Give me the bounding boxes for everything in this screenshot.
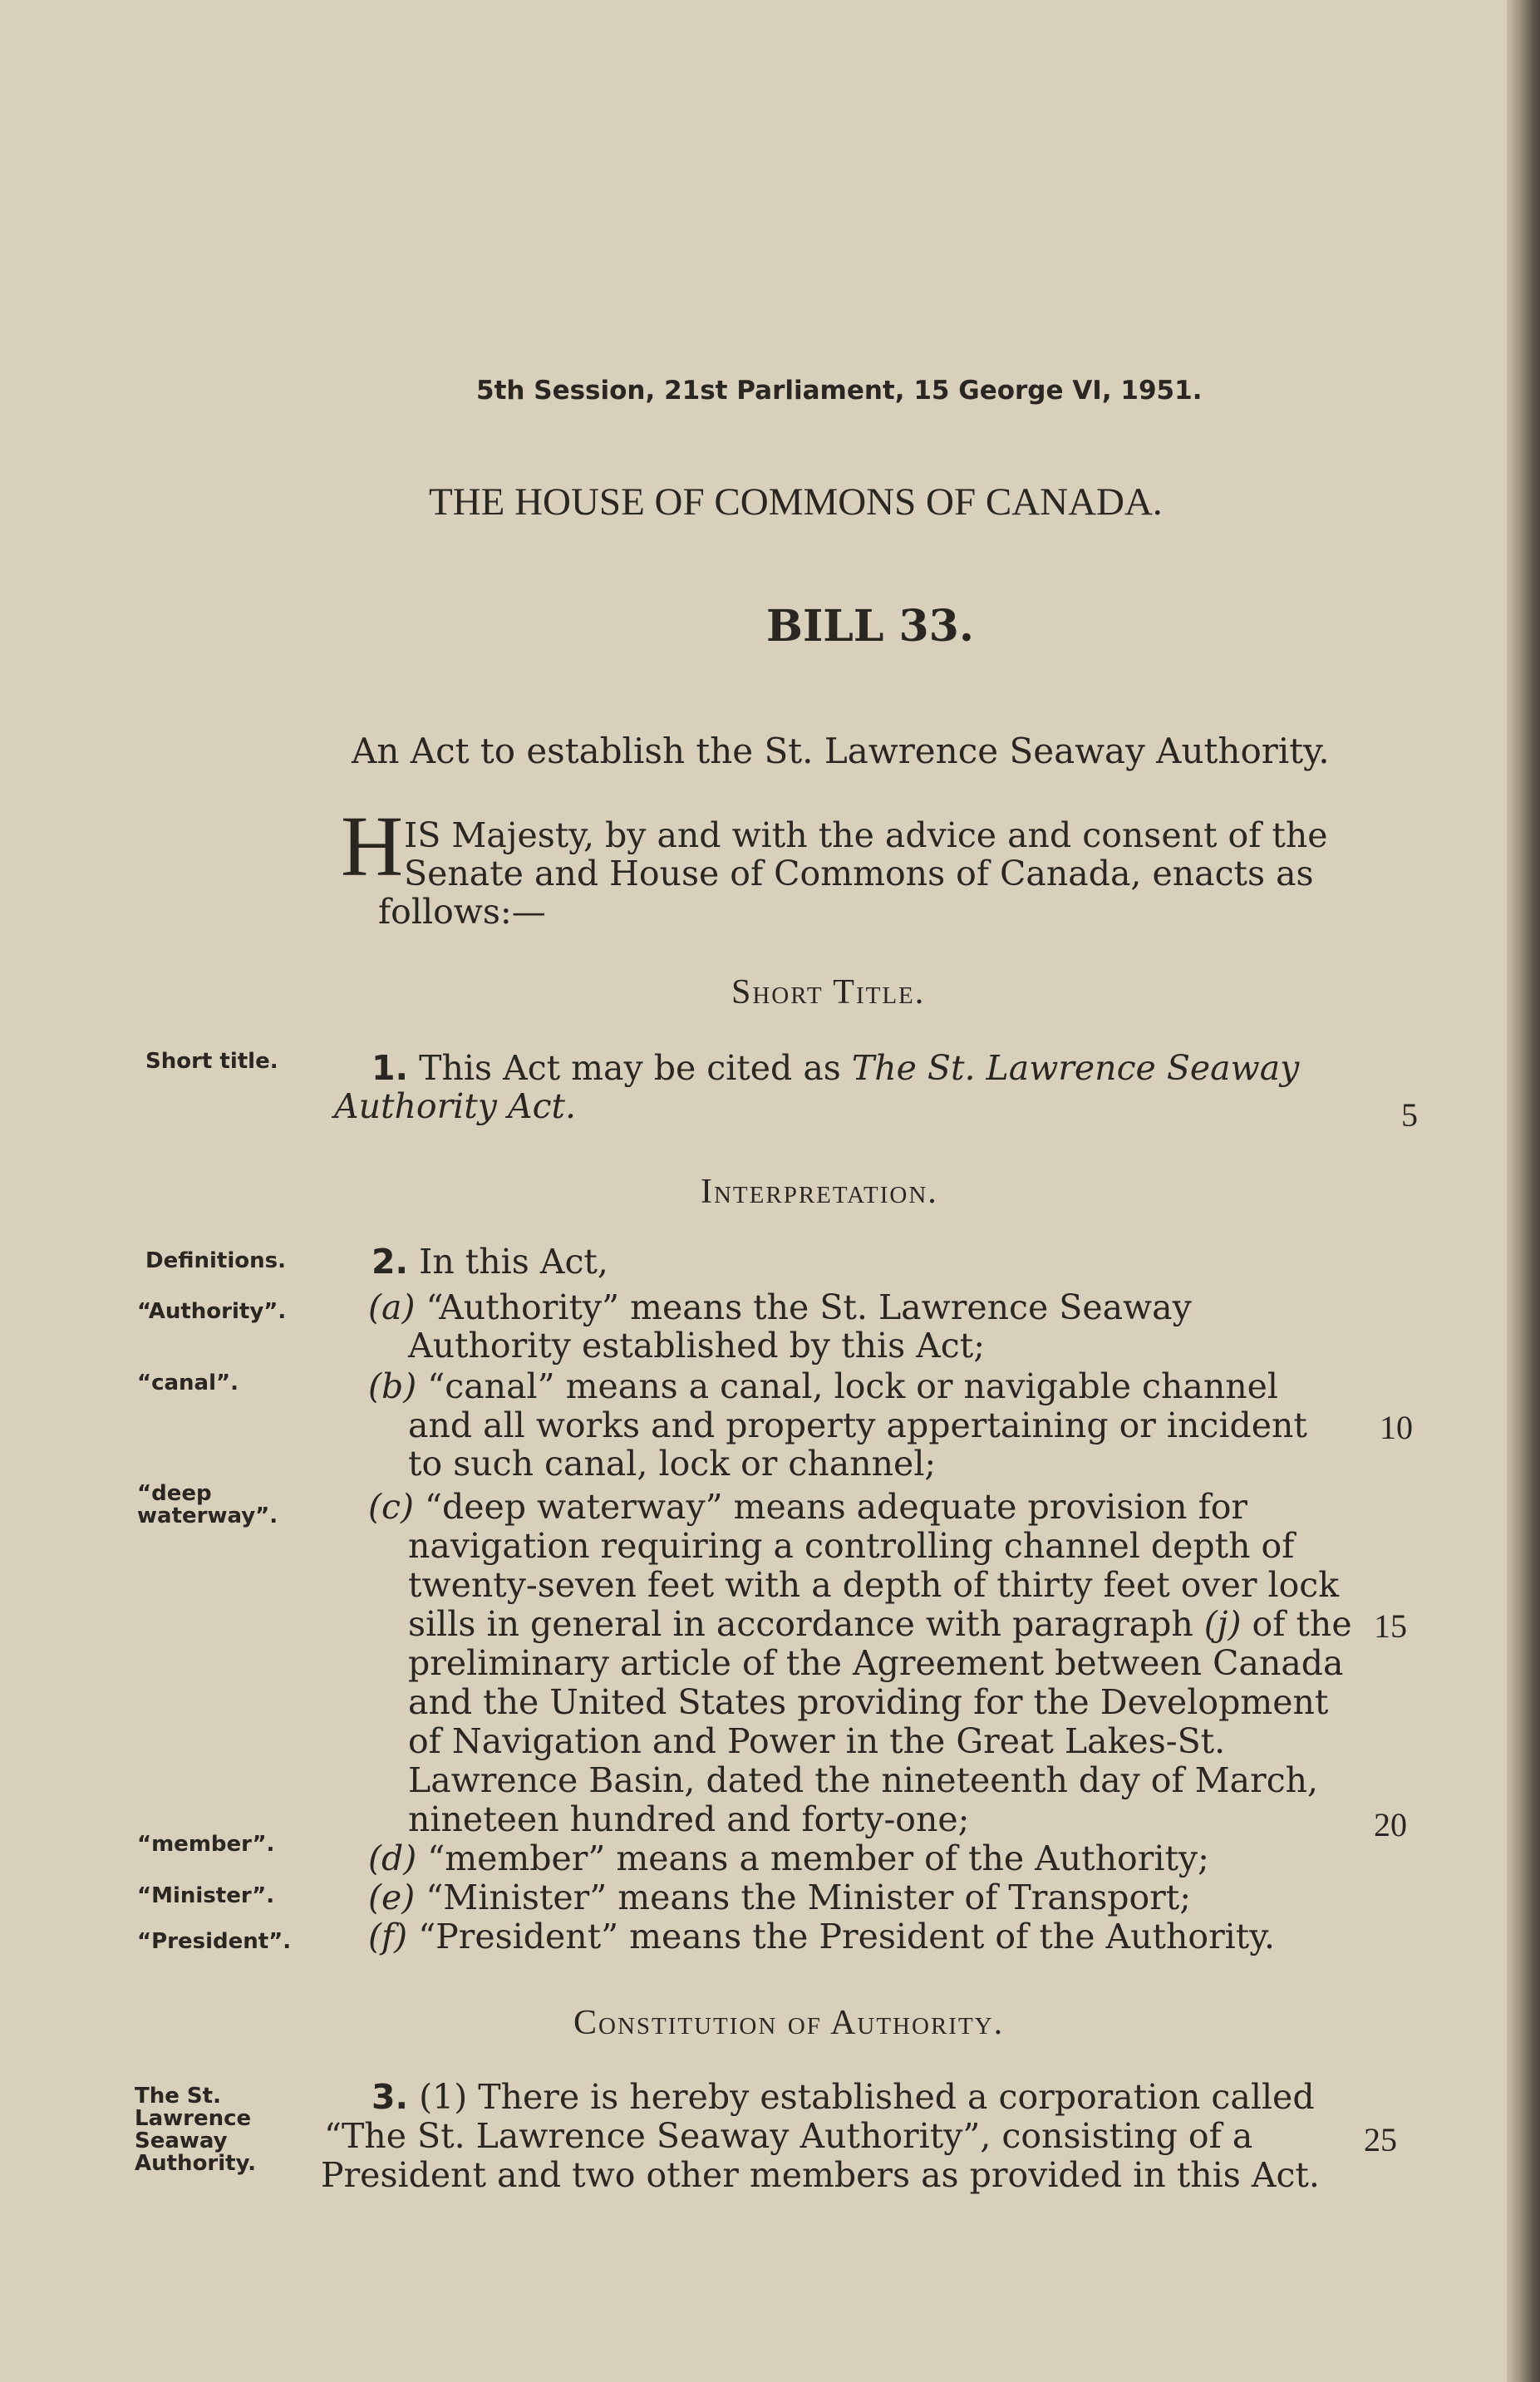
- clause-c-line-6: and the United States providing for the Development: [408, 1682, 1329, 1722]
- clause-d-text: “member” means a member of the Authority;: [427, 1838, 1209, 1878]
- section-1-number: 1.: [371, 1048, 409, 1088]
- clause-a-label: (a): [368, 1287, 416, 1327]
- page-binding-edge: [1507, 0, 1540, 2382]
- section-1-line-2: [334, 1087, 576, 1126]
- enacting-line-3: follows:—: [378, 892, 546, 932]
- heading-interpretation: Interpretation.: [701, 1173, 938, 1211]
- clause-c-line-7: of Navigation and Power in the Great Lakes-St.: [408, 1721, 1226, 1761]
- clause-b-line-3: to such canal, lock or channel;: [408, 1444, 937, 1484]
- margin-note-deep-2: waterway”.: [137, 1504, 278, 1528]
- line-number-5: 5: [1401, 1096, 1418, 1134]
- margin-note-seaway-4: Authority.: [135, 2151, 257, 2176]
- clause-b-label: (b): [368, 1366, 417, 1406]
- clause-d: [368, 1839, 1209, 1878]
- act-title: An Act to establish the St. Lawrence Seaway Authority.: [352, 731, 1330, 771]
- clause-c-line-2: navigation requiring a controlling channel depth of: [408, 1526, 1295, 1566]
- clause-c-line-4: [408, 1605, 1352, 1644]
- section-2-intro: In this Act,: [419, 1242, 608, 1282]
- clause-f-label: (f): [368, 1917, 408, 1956]
- margin-note-member: “member”.: [137, 1832, 275, 1857]
- clause-c-label: (c): [368, 1487, 414, 1527]
- section-3-text-1: (1) There is hereby established a corporation called: [419, 2077, 1315, 2117]
- clause-c-text-1: “deep waterway” means adequate provision for: [425, 1487, 1248, 1527]
- clause-f-text: “President” means the President of the Authority.: [418, 1917, 1276, 1956]
- line-number-15: 15: [1374, 1607, 1407, 1645]
- clause-c-paragraph-ref: (j): [1203, 1604, 1242, 1644]
- section-3-line-3: President and two other members as provided in this Act.: [321, 2155, 1320, 2195]
- margin-note-deep-1: “deep: [137, 1481, 212, 1506]
- margin-note-short-title: Short title.: [145, 1049, 278, 1074]
- margin-note-authority: “Authority”.: [137, 1299, 287, 1324]
- drop-cap: H: [341, 799, 404, 894]
- bill-number: BILL 33.: [766, 601, 974, 652]
- clause-b-line-2: and all works and property appertaining or incident: [408, 1405, 1307, 1445]
- enacting-line-2: Senate and House of Commons of Canada, enacts as: [404, 854, 1314, 893]
- margin-note-canal: “canal”.: [137, 1371, 239, 1395]
- section-3-line-2: “The St. Lawrence Seaway Authority”, consisting of a: [324, 2116, 1253, 2156]
- line-number-20: 20: [1374, 1806, 1407, 1843]
- section-2-number: 2.: [371, 1242, 409, 1282]
- margin-note-seaway-3: Seaway: [135, 2129, 228, 2153]
- clause-a-text-1: “Authority” means the St. Lawrence Seaway: [426, 1287, 1192, 1327]
- clause-c-line-8: Lawrence Basin, dated the nineteenth day of March,: [408, 1760, 1319, 1800]
- margin-note-minister: “Minister”.: [137, 1883, 275, 1908]
- clause-e: [368, 1878, 1191, 1917]
- clause-c-line-5: preliminary article of the Agreement between Canada: [408, 1643, 1344, 1683]
- clause-f: [368, 1917, 1275, 1956]
- section-1-short-title-a: The St. Lawrence Seaway: [851, 1048, 1300, 1088]
- section-2-line-1: [371, 1243, 608, 1282]
- line-number-25: 25: [1364, 2121, 1397, 2158]
- heading-short-title: Short Title.: [731, 973, 926, 1011]
- clause-a-line-1: [368, 1288, 1192, 1327]
- clause-e-label: (e): [368, 1878, 416, 1917]
- house-title: THE HOUSE OF COMMONS OF CANADA.: [429, 480, 1163, 524]
- clause-c-line-1: [368, 1488, 1247, 1527]
- margin-note-seaway-2: Lawrence: [135, 2106, 252, 2131]
- session-line: 5th Session, 21st Parliament, 15 George VI, 1951.: [476, 376, 1203, 406]
- margin-note-seaway-1: The St.: [135, 2084, 221, 2109]
- section-1-text: This Act may be cited as: [419, 1048, 841, 1088]
- margin-note-definitions: Definitions.: [145, 1248, 286, 1273]
- heading-constitution: Constitution of Authority.: [573, 2004, 1005, 2042]
- clause-c-line-4-post: of the: [1252, 1604, 1352, 1644]
- clause-d-label: (d): [368, 1838, 417, 1878]
- clause-e-text: “Minister” means the Minister of Transport;: [426, 1878, 1192, 1917]
- clause-b-line-1: [368, 1367, 1278, 1406]
- clause-c-line-4-pre: sills in general in accordance with paragraph: [408, 1604, 1193, 1644]
- margin-note-president: “President”.: [137, 1929, 292, 1954]
- clause-c-line-3: twenty-seven feet with a depth of thirty feet over lock: [408, 1565, 1340, 1605]
- section-3-number: 3.: [371, 2077, 409, 2117]
- clause-b-text-1: “canal” means a canal, lock or navigable channel: [427, 1366, 1279, 1406]
- clause-c-line-9: nineteen hundred and forty-one;: [408, 1799, 970, 1839]
- clause-a-line-2: Authority established by this Act;: [408, 1326, 986, 1366]
- line-number-10: 10: [1380, 1409, 1413, 1446]
- enacting-line-1: IS Majesty, by and with the advice and consent of the: [404, 815, 1328, 855]
- section-3-line-1: [371, 2078, 1315, 2117]
- section-1-short-title-b: Authority Act.: [334, 1086, 577, 1126]
- section-1-line-1: [371, 1049, 1299, 1088]
